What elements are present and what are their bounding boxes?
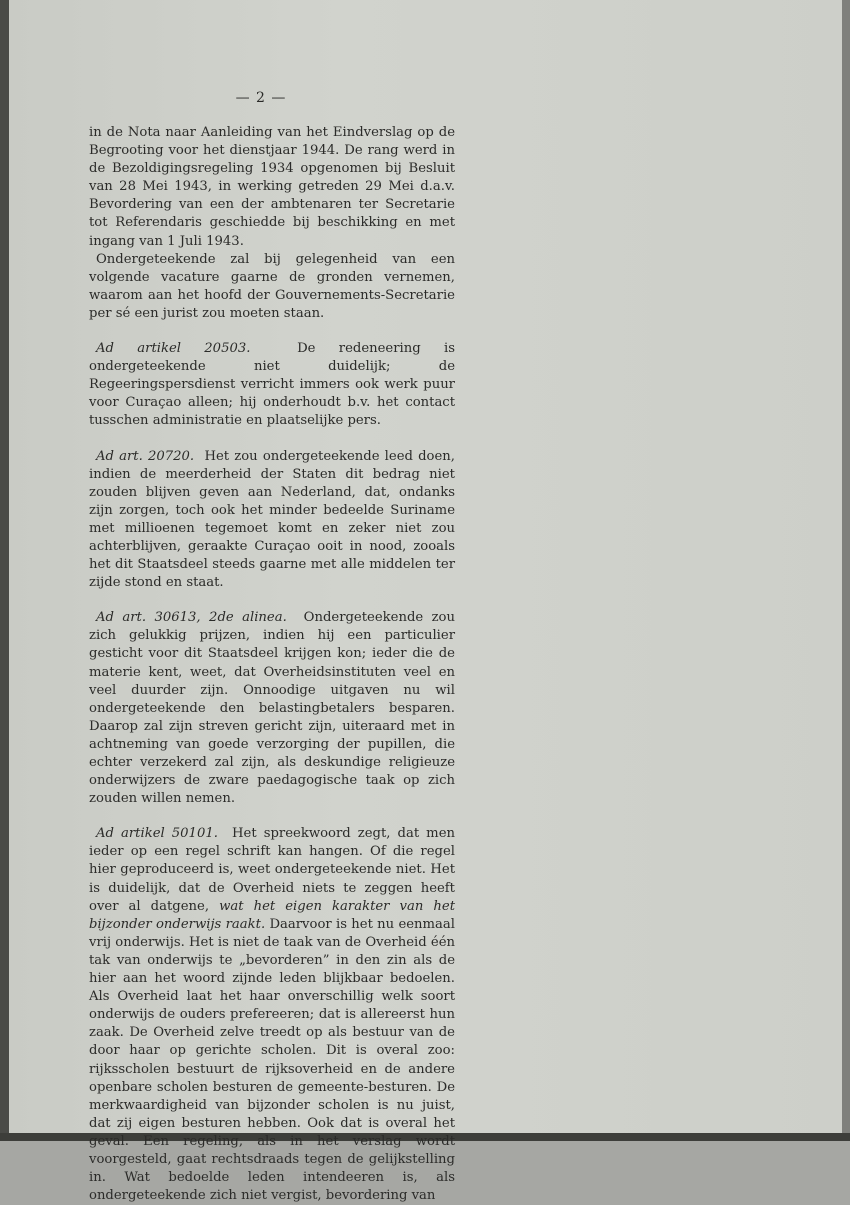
body-text (89, 124, 455, 1205)
paragraph-text: in de Nota naar Aanleiding van het Eindverslag op de Begrooting voor het dienstjaar 1944. De rang werd in de Bezoldigingsregeling 1934 opgenomen bij Besluit van 28 Mei 1943, in werking getreden 29 Mei d.a.v. Bevordering van een der ambtenaren ter Secretarie tot Referendaris geschiedde bij beschikking en met ingang van 1 Juli 1943. (89, 125, 455, 249)
paragraph-ad-artikel-20503 (89, 340, 455, 430)
paragraph-ad-art-20720 (89, 448, 455, 593)
scan-border-left (0, 0, 9, 1141)
paragraph-1 (89, 124, 455, 251)
document-page (9, 0, 842, 1204)
article-reference: Ad artikel 20503. (96, 341, 251, 357)
scan-border-right (842, 0, 850, 1141)
paragraph-text: De redeneering is ondergeteekende niet duidelijk; de Regeeringspersdienst verricht immers ook werk puur voor Curaçao alleen; hij onderhoudt b.v. het contact tusschen administratie en plaatselijke pers. (89, 341, 455, 429)
paragraph-text: Ondergeteekende zou zich gelukkig prijzen, indien hij een particulier gesticht voor dit Staatsdeel krijgen kon; ieder die de materie kent, weet, dat Overheidsinstituten veel en veel duurder zijn. Onnoodige uitgaven nu wil ondergeteekende den belastingbetalers besparen. Daarop zal zijn streven gericht zijn, uiteraard met in achtneming van goede verzorging der pupillen, die echter verzekerd zal zijn, als deskundige religieuze onderwijzers de zware paedagogische taak op zich zouden willen nemen. (89, 610, 455, 807)
paragraph-text: Het spreekwoord zegt, dat men ieder op een regel schrift kan hangen. Of die regel hier geproduceerd is, weet ondergeteekende niet. Het is duidelijk, dat de Overheid niets te zeggen heeft over al datgene, (89, 826, 455, 914)
article-reference: Ad artikel 50101. (96, 826, 218, 842)
emphasized-text: wat het eigen karakter van het bijzonder onderwijs raakt. (89, 898, 455, 932)
paragraph-text: Het zou ondergeteekende leed doen, indien de meerderheid der Staten dit bedrag niet zouden blijven geven aan Nederland, dat, ondanks zijn zorgen, toch ook het minder bedeelde Suriname met millioenen tegemoet komt en zeker niet zou achterblijven, geraakte Curaçao ooit in nood, zooals het dit Staatsdeel steeds gaarne met alle middelen ter zijde stond en staat. (89, 448, 455, 591)
article-reference: Ad art. 20720. (96, 448, 195, 464)
article-reference: Ad art. 30613, 2de alinea. (96, 610, 287, 626)
paragraph-ad-art-30613 (89, 609, 455, 808)
paragraph-text: Ondergeteekende zal bij gelegenheid van een volgende vacature gaarne de gronden vernemen, waarom aan het hoofd der Gouvernements-Secretarie per sé een jurist zou moeten staan. (89, 251, 455, 321)
paragraph-text-continued: Daarvoor is het nu eenmaal vrij onderwijs. Het is niet de taak van de Overheid één tak van onderwijs te „bevorderen” in den zin als de hier aan het woord zijnde leden blijkbaar bedoelen. Als Overheid laat het haar onverschillig welk soort onderwijs de ouders prefereeren; dat is allereerst hun zaak. De Overheid zelve treedt op als bestuur van de door haar op gerichte scholen. Dit is overal zoo: rijksscholen bestuurt de rijksoverheid en de andere openbare scholen besturen de gemeente-besturen. De merkwaardigheid van bijzonder scholen is nu juist, dat zij eigen besturen hebben. Ook dat is overal het geval. Een regeling, als in het verslag wordt voorgesteld, gaat rechtsdraads tegen de gelijkstelling in. Wat bedoelde leden intendeeren is, als ondergeteekende zich niet vergist, bevordering van (89, 916, 456, 1204)
paragraph-2 (89, 251, 455, 323)
paragraph-ad-artikel-50101 (89, 825, 455, 1205)
page-number: — 2 — (235, 90, 287, 106)
